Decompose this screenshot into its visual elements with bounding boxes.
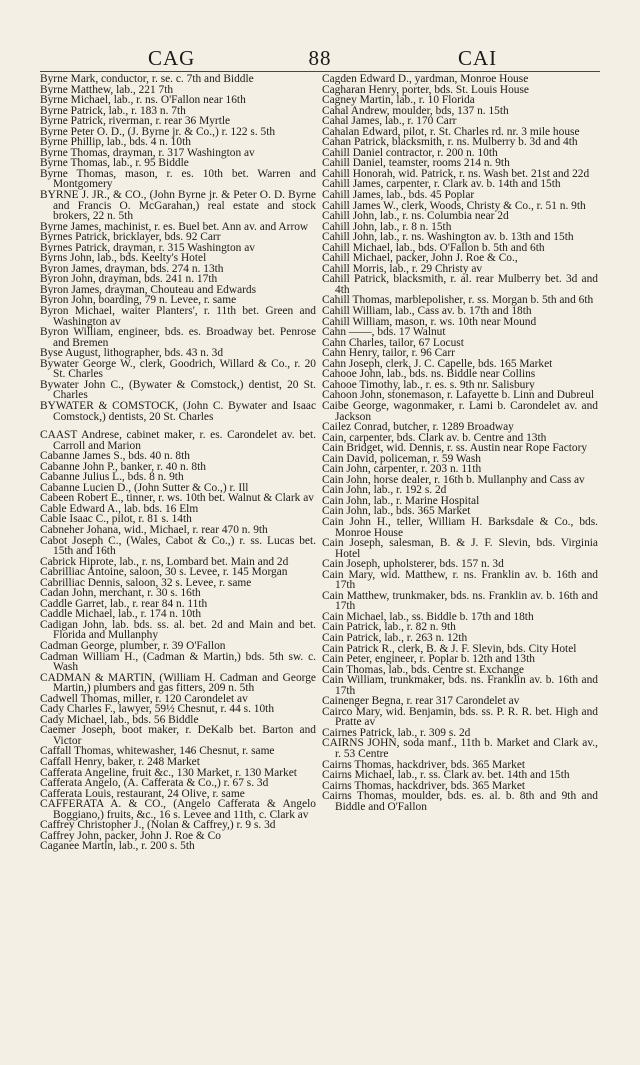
directory-entry: Caemer Joseph, boot maker, r. DeKalb bet. Barton and Victor bbox=[40, 724, 316, 747]
directory-entry: Cain John, carpenter, r. 203 n. 11th bbox=[322, 463, 482, 476]
directory-entry: Byrne Thomas, lab., r. 95 Biddle bbox=[40, 157, 189, 170]
directory-entry: Cahoon John, stonemason, r. Lafayette b. Linn and Dubreul bbox=[322, 389, 595, 402]
directory-entry: Cahill Honorah, wid. Patrick, r. ns. Wash bet. 21st and 22d bbox=[322, 167, 590, 180]
directory-entry: Byrne Patrick, riverman, r. rear 36 Myrtle bbox=[40, 115, 231, 128]
directory-entry: Caffall Henry, baker, r. 248 Market bbox=[40, 756, 200, 768]
directory-entry: Byrne Peter O. D., (J. Byrne jr. & Co.,) r. 122 s. 5th bbox=[40, 125, 276, 138]
header-rule bbox=[40, 71, 600, 72]
directory-entry: Cabeen Robert E., tinner, r. ws. 10th bet. Walnut & Clark av bbox=[40, 492, 314, 505]
directory-entry: Cairns Thomas, moulder, bds. es. al. b. 8th and 9th and Biddle and O'Fallon bbox=[322, 790, 598, 813]
directory-entry: Cain Peter, engineer, r. Poplar b. 12th and 13th bbox=[322, 653, 535, 666]
directory-entry: Cain Bridget, wid. Dennis, r. ss. Austin near Rope Factory bbox=[322, 442, 588, 455]
directory-entry: Cain David, policeman, r. 59 Wash bbox=[322, 452, 481, 465]
directory-entry: Cahill John, lab., r. 8 n. 15th bbox=[322, 220, 452, 233]
directory-entry: Cain Michael, lab., ss. Biddle b. 17th and 18th bbox=[322, 610, 534, 623]
directory-entry: Cahill William, lab., Cass av. b. 17th and 18th bbox=[322, 305, 532, 318]
directory-entry: Cahill Patrick, blacksmith, r. al. rear Mulberry bet. 3d and 4th bbox=[322, 273, 598, 296]
directory-entry: Byron Michael, waiter Planters', r. 11th bet. Green and Washington av bbox=[40, 305, 316, 328]
directory-entry: Caganee Martin, lab., r. 200 s. 5th bbox=[40, 840, 195, 853]
directory-entry: CAAST Andrese, cabinet maker, r. es. Carondelet av. bet. Carroll and Marion bbox=[40, 429, 316, 452]
directory-entry: Cable Isaac C., pilot, r. 81 s. 14th bbox=[40, 513, 192, 526]
directory-entry: Caffrey Christopher J., (Nolan & Caffrey,) r. 9 s. 3d bbox=[40, 819, 276, 832]
directory-entry: Cady Charles F., lawyer, 59½ Chesnut, r. 44 s. 10th bbox=[40, 703, 275, 716]
directory-entry: Byron James, drayman, Chouteau and Edwards bbox=[40, 283, 257, 296]
directory-entry: Byrne Thomas, drayman, r. 317 Washington av bbox=[40, 146, 255, 159]
directory-entry: Cadan John, merchant, r. 30 s. 16th bbox=[40, 587, 201, 600]
directory-entry: Cahill John, lab., r. ns. Columbia near 2d bbox=[322, 210, 509, 223]
directory-entry: Cahill Michael, lab., bds. O'Fallon b. 5th and 6th bbox=[322, 241, 545, 254]
directory-entry: Cain John, lab., bds. 365 Market bbox=[322, 505, 471, 518]
directory-entry: Cahooe John, lab., bds. ns. Biddle near Collins bbox=[322, 368, 536, 381]
directory-entry: Cain John H., teller, William H. Barksdale & Co., bds. Monroe House bbox=[322, 515, 598, 539]
directory-entry: Cain John, horse dealer, r. 16th b. Mullanphy and Cass av bbox=[322, 473, 585, 486]
directory-entry: Cahill John, lab., r. ns. Washington av. b. 13th and 15th bbox=[322, 231, 574, 244]
directory-entry: Cairco Mary, wid. Benjamin, bds. ss. P. R. R. bet. High and Pratte av bbox=[322, 705, 598, 729]
directory-entry: Cagney Martin, lab., r. 10 Florida bbox=[322, 94, 475, 107]
directory-entry: Byrne Michael, lab., r. ns. O'Fallon near 16th bbox=[40, 94, 246, 107]
directory-entry: Cairns Thomas, hackdriver, bds. 365 Market bbox=[322, 758, 526, 771]
directory-entry: Cabrilliac Dennis, saloon, 32 s. Levee, r. same bbox=[40, 576, 252, 589]
directory-entry: Cain William, trunkmaker, bds. ns. Franklin av. b. 16th and 17th bbox=[322, 674, 598, 697]
directory-entry: Cabanne Julius L., bds. 8 n. 9th bbox=[40, 471, 184, 484]
directory-entry: BYWATER & COMSTOCK, (John C. Bywater and Isaac Comstock,) dentists, 20 St. Charles bbox=[40, 399, 316, 423]
directory-entry: Byron James, drayman, bds. 274 n. 13th bbox=[40, 262, 224, 275]
directory-entry: BYRNE J. JR., & CO., (John Byrne jr. & Peter O. D. Byrne and Francis O. McGarahan,) real estate and stock brokers, 22 n. 5th bbox=[40, 189, 316, 223]
directory-entry: Cahill James, lab., bds. 45 Poplar bbox=[322, 189, 475, 202]
directory-entry: Byrne Phillip, lab., bds. 4 n. 10th bbox=[40, 136, 191, 149]
directory-entry: Cahal Andrew, moulder, bds, 137 n. 15th bbox=[322, 104, 509, 117]
directory-entry: Byrne James, machinist, r. es. Buel bet. Ann av. and Arrow bbox=[40, 220, 309, 233]
directory-entry: Cahal James, lab., r. 170 Carr bbox=[322, 115, 457, 128]
header-left-guide: CAG bbox=[148, 46, 196, 70]
directory-entry: CAFFERATA A. & CO., (Angelo Cafferata & Angelo Boggiano,) fruits, &c., 16 s. Levee and 11th, c. Clark av bbox=[40, 798, 316, 821]
directory-entry: Cadman William H., (Cadman & Martin,) bds. 5th sw. c. Wash bbox=[40, 650, 316, 674]
directory-entry: Byrne Mark, conductor, r. se. c. 7th and Biddle bbox=[40, 73, 254, 85]
directory-entry: Cahalan Edward, pilot, r. St. Charles rd. nr. 3 mile house bbox=[322, 125, 580, 138]
directory-entry: Cahn Henry, tailor, r. 96 Carr bbox=[322, 347, 455, 360]
directory-entry: Cahill Morris, lab., r. 29 Christy av bbox=[322, 262, 483, 275]
directory-entry: Cadigan John, lab. bds. ss. al. bet. 2d and Main and bet. Florida and Mullanphy bbox=[40, 618, 316, 642]
directory-entry: Cain, carpenter, bds. Clark av. b. Centre and 13th bbox=[322, 431, 547, 444]
directory-entry: Cain Thomas, lab., bds. Centre st. Exchange bbox=[322, 663, 524, 676]
directory-entry: Cain Joseph, salesman, B. & J. F. Slevin, bds. Virginia Hotel bbox=[322, 537, 598, 560]
directory-entry: Cahill Daniel contractor, r. 200 n. 10th bbox=[322, 146, 498, 159]
directory-entry: Caibe George, wagonmaker, r. Lami b. Carondelet av. and Jackson bbox=[322, 399, 598, 423]
directory-entry: Cairns Thomas, hackdriver, bds. 365 Market bbox=[322, 779, 526, 792]
page-number: 88 bbox=[308, 46, 332, 70]
directory-entry: Cadman George, plumber, r. 39 O'Fallon bbox=[40, 639, 226, 652]
directory-entry: Byron William, engineer, bds. es. Broadway bet. Penrose and Bremen bbox=[40, 326, 316, 349]
directory-entry: Cafferata Louis, restaurant, 24 Olive, r. same bbox=[40, 787, 245, 800]
directory-entry: Caffrey John, packer, John J. Roe & Co bbox=[40, 829, 221, 842]
directory-entry: Cabanne James S., bds. 40 n. 8th bbox=[40, 450, 190, 463]
directory-entry: Cain Mary, wid. Matthew, r. ns. Franklin av. b. 16th and 17th bbox=[322, 568, 598, 592]
right-column bbox=[322, 74, 598, 812]
directory-entry: Cain Joseph, upholsterer, bds. 157 n. 3d bbox=[322, 558, 504, 571]
directory-entry: Cainenger Begna, r. rear 317 Carondelet av bbox=[322, 695, 520, 708]
directory-entry: Cahill Thomas, marblepolisher, r. ss. Morgan b. 5th and 6th bbox=[322, 294, 594, 307]
directory-entry: Cain John, lab., r. 192 s. 2d bbox=[322, 484, 447, 497]
directory-entry: Cain Patrick R., clerk, B. & J. F. Slevin, bds. City Hotel bbox=[322, 642, 577, 655]
directory-entry: Cahill William, mason, r. ws. 10th near Mound bbox=[322, 315, 537, 328]
directory-entry: Cahill James, carpenter, r. Clark av. b. 14th and 15th bbox=[322, 178, 561, 191]
header-right-guide: CAI bbox=[458, 46, 498, 70]
directory-entry: Cabneher Johana, wid., Michael, r. rear 470 n. 9th bbox=[40, 523, 268, 536]
directory-entry: Cagden Edward D., yardman, Monroe House bbox=[322, 73, 529, 85]
directory-entry: Cailez Conrad, butcher, r. 1289 Broadway bbox=[322, 421, 514, 434]
directory-entry: Byrne Matthew, lab., 221 7th bbox=[40, 83, 174, 96]
directory-entry: Byrns John, lab., bds. Keelty's Hotel bbox=[40, 252, 207, 265]
directory-entry: Cahn Charles, tailor, 67 Locust bbox=[322, 336, 464, 349]
directory-entry: Byrne Patrick, lab., r. 183 n. 7th bbox=[40, 104, 186, 117]
directory-entry: Cahn Joseph, clerk, J. C. Capelle, bds. 165 Market bbox=[322, 357, 553, 370]
directory-entry: Cairns Michael, lab., r. ss. Clark av. bet. 14th and 15th bbox=[322, 769, 570, 782]
directory-entry: Cadwell Thomas, miller, r. 120 Carondelet av bbox=[40, 692, 248, 705]
directory-entry: Cabanne John P., banker, r. 40 n. 8th bbox=[40, 460, 206, 473]
directory-entry: Byrnes Patrick, bricklayer, bds. 92 Carr bbox=[40, 231, 221, 244]
directory-entry: Cagharan Henry, porter, bds. St. Louis House bbox=[322, 83, 529, 96]
directory-entry: Caddle Garret, lab., r. rear 84 n. 11th bbox=[40, 597, 208, 610]
directory-entry: CADMAN & MARTIN, (William H. Cadman and George Martin,) plumbers and gas fitters, 209 n. 5th bbox=[40, 671, 316, 695]
directory-entry: Cahill Daniel, teamster, rooms 214 n. 9th bbox=[322, 157, 510, 170]
directory-entry: Cahooe Timothy, lab., r. es. s. 9th nr. Salisbury bbox=[322, 378, 535, 391]
directory-entry: Bywater George W., clerk, Goodrich, Willard & Co., r. 20 St. Charles bbox=[40, 357, 316, 381]
directory-entry: Cain Patrick, lab., r. 263 n. 12th bbox=[322, 631, 468, 644]
directory-entry: Cain Patrick, lab., r. 82 n. 9th bbox=[322, 621, 456, 634]
page-header bbox=[40, 46, 600, 72]
directory-entry: Cahill James W., clerk, Woods, Christy & Co., r. 51 n. 9th bbox=[322, 199, 586, 212]
directory-entry: Cahan Patrick, blacksmith, r. ns. Mulberry b. 3d and 4th bbox=[322, 136, 578, 149]
left-column bbox=[40, 74, 316, 852]
directory-entry: Byse August, lithographer, bds. 43 n. 3d bbox=[40, 347, 224, 360]
directory-entry: Byron John, boarding, 79 n. Levee, r. same bbox=[40, 294, 237, 307]
directory-entry: Cabot Joseph C., (Wales, Cabot & Co.,) r. ss. Lucas bet. 15th and 16th bbox=[40, 534, 316, 558]
directory-entry: Cabrick Hiprote, lab., r. ns, Lombard bet. Main and 2d bbox=[40, 555, 289, 568]
directory-entry: Caffall Thomas, whitewasher, 146 Chesnut, r. same bbox=[40, 745, 275, 758]
directory-entry: CAIRNS JOHN, soda manf., 11th b. Market and Clark av., r. 53 Centre bbox=[322, 737, 598, 760]
directory-entry: Byron John, drayman, bds. 241 n. 17th bbox=[40, 273, 218, 286]
directory-entry: Cahill Michael, packer, John J. Roe & Co., bbox=[322, 252, 518, 265]
directory-entry: Cahn ——, bds. 17 Walnut bbox=[322, 326, 446, 339]
directory-entry: Byrnes Patrick, drayman, r. 315 Washington av bbox=[40, 241, 255, 254]
directory-entry: Cain John, lab., r. Marine Hospital bbox=[322, 494, 480, 507]
directory-entry: Cabanne Lucien D., (John Sutter & Co.,) r. Ill bbox=[40, 481, 249, 494]
directory-entry: Bywater John C., (Bywater & Comstock,) dentist, 20 St. Charles bbox=[40, 378, 316, 402]
directory-entry: Cafferata Angelo, (A. Cafferata & Co.,) r. 67 s. 3d bbox=[40, 777, 269, 790]
directory-entry: Cafferata Angeline, fruit &c., 130 Market, r. 130 Market bbox=[40, 766, 297, 779]
directory-entry: Cabrilliac Antoine, saloon, 30 s. Levee, r. 145 Morgan bbox=[40, 566, 288, 579]
directory-entry: Cairnes Patrick, lab., r. 309 s. 2d bbox=[322, 726, 471, 739]
directory-entry: Caddle Michael, lab., r. 174 n. 10th bbox=[40, 608, 202, 621]
directory-entry: Byrne Thomas, mason, r. es. 10th bet. Warren and Montgomery bbox=[40, 167, 316, 191]
directory-entry: Cady Michael, lab., bds. 56 Biddle bbox=[40, 713, 199, 726]
directory-entry: Cain Matthew, trunkmaker, bds. ns. Franklin av. b. 16th and 17th bbox=[322, 589, 598, 613]
directory-entry: Cable Edward A., lab. bds. 16 Elm bbox=[40, 502, 199, 515]
